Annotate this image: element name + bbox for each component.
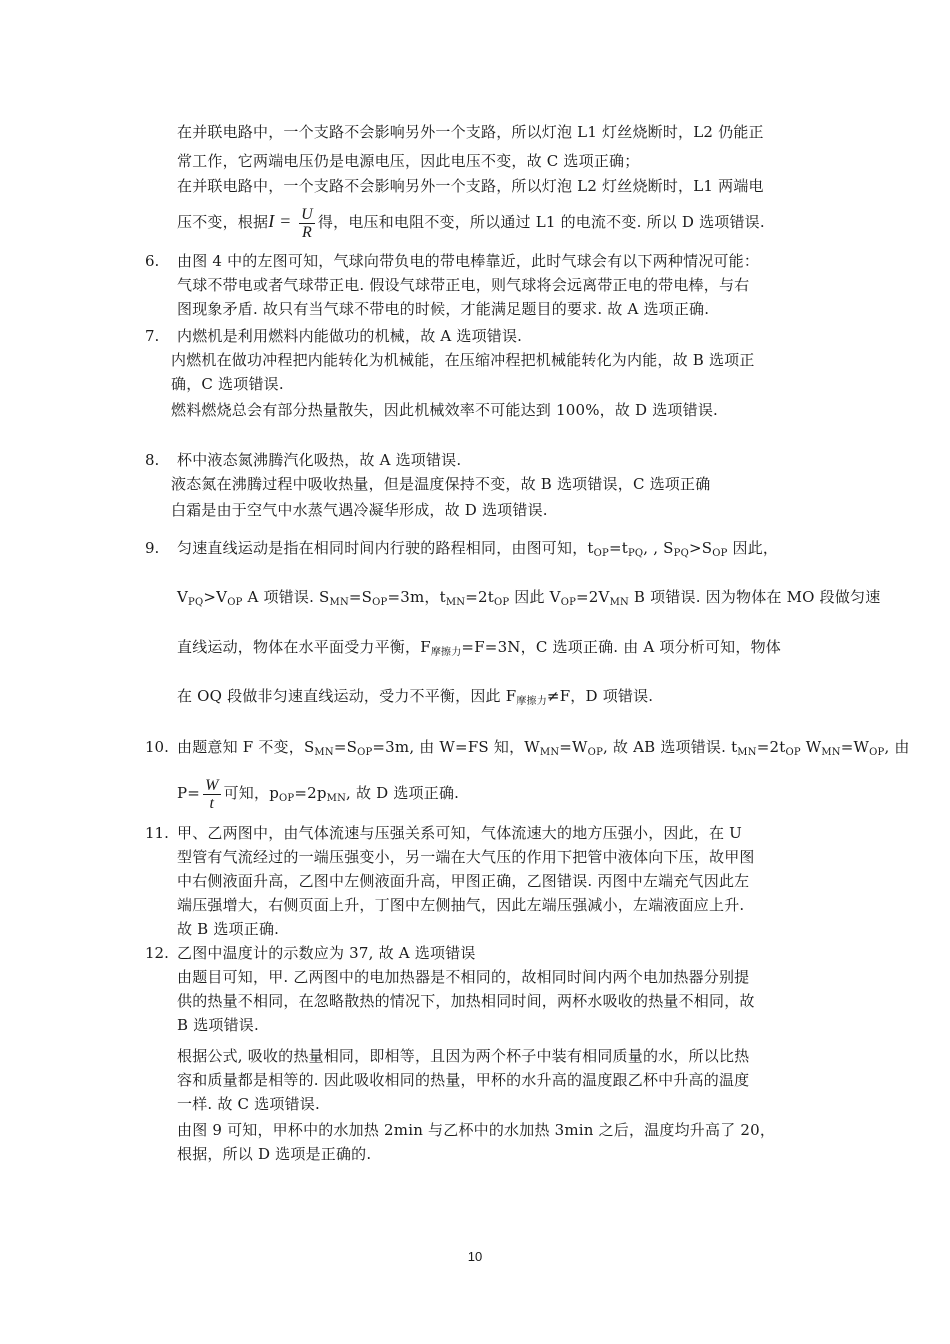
subscript-op: OP (227, 597, 243, 608)
subscript-op: OP (593, 548, 609, 559)
q9-l1-text-b: =t (608, 539, 628, 557)
q9-l3-text-a: 直线运动，物体在水平面受力平衡，F (177, 638, 431, 656)
q10-line-2 (177, 774, 459, 818)
q10-l1-text-i: , 由 (884, 738, 910, 756)
q7-line-4: 燃料燃烧总会有部分热量散失，因此机械效率不可能达到 100%，故 D 选项错误. (171, 401, 718, 419)
q10-l1-text-b: =S (333, 738, 358, 756)
subscript-mn: MN (609, 597, 629, 608)
q11-line-2: 型管有气流经过的一端压强变小，另一端在大气压的作用下把管中液体向下压，故甲图 (177, 848, 755, 866)
subscript-mn: MN (821, 747, 841, 758)
q7-line-1: 内燃机是利用燃料内能做功的机械，故 A 选项错误. (177, 327, 523, 345)
q9-l2-text-f: =2t (465, 588, 494, 606)
q10-l2-text-b: 可知，p (223, 784, 279, 802)
subscript-mn: MN (329, 597, 349, 608)
q12-line-9: 根据，所以 D 选项是正确的. (177, 1145, 372, 1163)
q9-l1-text-d: >S (688, 539, 713, 557)
q11-line-3: 中右侧液面升高，乙图中左侧液面升高，甲图正确，乙图错误. 丙图中左端充气因此左 (177, 872, 750, 890)
q10-l1-text-h: =W (840, 738, 870, 756)
q10-l1-text-e: , 故 AB 选项错误. t (603, 738, 738, 756)
fraction-numerator: W (205, 776, 219, 794)
page-number: 10 (467, 1249, 483, 1264)
q5-line-1: 在并联电路中，一个支路不会影响另外一个支路，所以灯泡 L1 灯丝烧断时，L2 仍能正 (177, 123, 764, 141)
subscript-mn: MN (539, 747, 560, 758)
q8-number: 8. (145, 451, 160, 469)
q8-line-3: 白霜是由于空气中水蒸气遇冷凝华形成，故 D 选项错误. (171, 501, 548, 519)
q6-line-3: 图现象矛盾. 故只有当气球不带电的时候，才能满足题目的要求. 故 A 选项正确. (177, 300, 710, 318)
q11-line-5: 故 B 选项正确. (177, 920, 280, 938)
subscript-op: OP (587, 747, 603, 758)
q12-line-5: 根据公式, 吸收的热量相同，即相等，且因为两个杯子中装有相同质量的水，所以比热 (177, 1047, 750, 1065)
power-fraction (203, 777, 221, 812)
q12-line-4: B 选项错误. (177, 1016, 259, 1034)
q9-l1-text-a: 匀速直线运动是指在相同时间内行驶的路程相同，由图可知，t (177, 539, 594, 557)
q7-line-3: 确，C 选项错误. (171, 375, 284, 393)
q6-number: 6. (145, 252, 160, 270)
q9-l4-text-b: ≠F，D 项错误. (546, 687, 654, 705)
subscript-friction: 摩擦力 (430, 647, 462, 658)
q12-line-3: 供的热量不相同，在忽略散热的情况下，加热相同时间，两杯水吸收的热量不相同，故 (177, 992, 755, 1010)
subscript-op: OP (712, 548, 728, 559)
q6-line-2: 气球不带电或者气球带正电. 假设气球带正电，则气球将会远离带正电的带电棒，与右 (177, 276, 750, 294)
q12-line-6: 容和质量都是相等的. 因此吸收相同的热量，甲杯的水升高的温度跟乙杯中升高的温度 (177, 1071, 750, 1089)
q9-l2-text-g: 因此 V (509, 588, 561, 606)
subscript-op: OP (279, 793, 295, 804)
q10-l1-text-c: =3m, 由 W=FS 知，W (372, 738, 540, 756)
q5-line-4-text-b: 得，电压和电阻不变，所以通过 L1 的电流不变. 所以 D 选项错误. (317, 213, 765, 231)
subscript-friction: 摩擦力 (516, 696, 547, 707)
q9-line-1 (177, 538, 778, 564)
subscript-op: OP (869, 747, 885, 758)
subscript-pq: PQ (627, 548, 644, 559)
q8-line-2: 液态氮在沸腾过程中吸收热量，但是温度保持不变，故 B 选项错误，C 选项正确 (171, 475, 711, 493)
q11-line-4: 端压强增大，右侧页面上升，丁图中左侧抽气，因此左端压强减小，左端液面应上升. (177, 896, 745, 914)
subscript-op: OP (493, 597, 510, 608)
q7-line-2: 内燃机在做功冲程把内能转化为机械能，在压缩冲程把机械能转化为内能，故 B 选项正 (171, 351, 755, 369)
subscript-op: OP (357, 747, 373, 758)
q9-l2-text-b: >V (203, 588, 228, 606)
q9-l1-text-e: 因此， (727, 539, 779, 557)
q9-l2-text-c: A 项错误. S (242, 588, 330, 606)
subscript-mn: MN (737, 747, 757, 758)
q10-l1-text-a: 由题意知 F 不变，S (177, 738, 315, 756)
q9-l2-text-h: =2V (576, 588, 610, 606)
q10-number: 10. (145, 738, 169, 756)
q10-l2-text-d: , 故 D 选项正确. (346, 784, 460, 802)
q5-line-2: 常工作，它两端电压仍是电源电压，因此电压不变，故 C 选项正确； (177, 152, 640, 170)
q9-line-3 (177, 637, 781, 663)
q10-line-1 (177, 737, 910, 763)
fraction-numerator: U (301, 205, 313, 223)
q5-line-4 (177, 204, 765, 241)
q9-l2-text-e: =3m，t (387, 588, 446, 606)
q9-l4-text-a: 在 OQ 段做非匀速直线运动，受力不平衡，因此 F (177, 687, 517, 705)
subscript-mn: MN (326, 793, 347, 804)
q5-line-3: 在并联电路中，一个支路不会影响另外一个支路，所以灯泡 L2 灯丝烧断时，L1 两端电 (177, 177, 764, 195)
subscript-pq: PQ (673, 548, 689, 559)
q12-line-8: 由图 9 可知，甲杯中的水加热 2min 与乙杯中的水加热 3min 之后，温度均升高了 20， (177, 1121, 776, 1139)
q9-number: 9. (145, 539, 160, 557)
q6-line-1: 由图 4 中的左图可知，气球向带负电的带电棒靠近，此时气球会有以下两种情况可能： (177, 252, 760, 270)
q10-l1-text-f: =2t (756, 738, 786, 756)
q12-line-7: 一样. 故 C 选项错误. (177, 1095, 320, 1113)
q12-number: 12. (145, 944, 169, 962)
q11-line-1: 甲、乙两图中，由气体流速与压强关系可知，气体流速大的地方压强小，因此，在 U (177, 824, 743, 842)
subscript-mn: MN (314, 747, 334, 758)
q11-number: 11. (145, 824, 169, 842)
q5-line-4-text-a: 压不变，根据 (177, 213, 269, 231)
q10-l1-text-d: =W (559, 738, 588, 756)
subscript-op: OP (560, 597, 577, 608)
q10-l2-text-a: P= (177, 784, 201, 802)
subscript-pq: PQ (188, 597, 204, 608)
ohm-law-fraction (299, 206, 315, 241)
q9-line-4 (177, 686, 653, 712)
q9-l2-text-d: =S (348, 588, 373, 606)
fraction-denominator: t (209, 794, 215, 812)
q9-l1-text-c: , , S (643, 539, 674, 557)
q12-line-2: 由题目可知，甲. 乙两图中的电加热器是不相同的，故相同时间内两个电加热器分别提 (177, 968, 750, 986)
fraction-denominator: R (302, 223, 313, 241)
formula-current-symbol: I (268, 211, 275, 231)
q9-l2-text-a: V (177, 588, 189, 606)
q12-line-1: 乙图中温度计的示数应为 37, 故 A 选项错误 (177, 944, 476, 962)
subscript-mn: MN (445, 597, 466, 608)
q7-number: 7. (145, 327, 160, 345)
subscript-op: OP (785, 747, 801, 758)
q9-l2-text-i: B 项错误. 因为物体在 MO 段做匀速 (628, 588, 881, 606)
q9-l3-text-b: =F=3N，C 选项正确. 由 A 项分析可知，物体 (461, 638, 781, 656)
subscript-op: OP (372, 597, 388, 608)
q10-l1-text-g: W (800, 738, 822, 756)
q9-line-2 (177, 587, 880, 613)
formula-equals: = (274, 211, 297, 231)
q8-line-1: 杯中液态氮沸腾汽化吸热，故 A 选项错误. (177, 451, 462, 469)
q10-l2-text-c: =2p (294, 784, 327, 802)
